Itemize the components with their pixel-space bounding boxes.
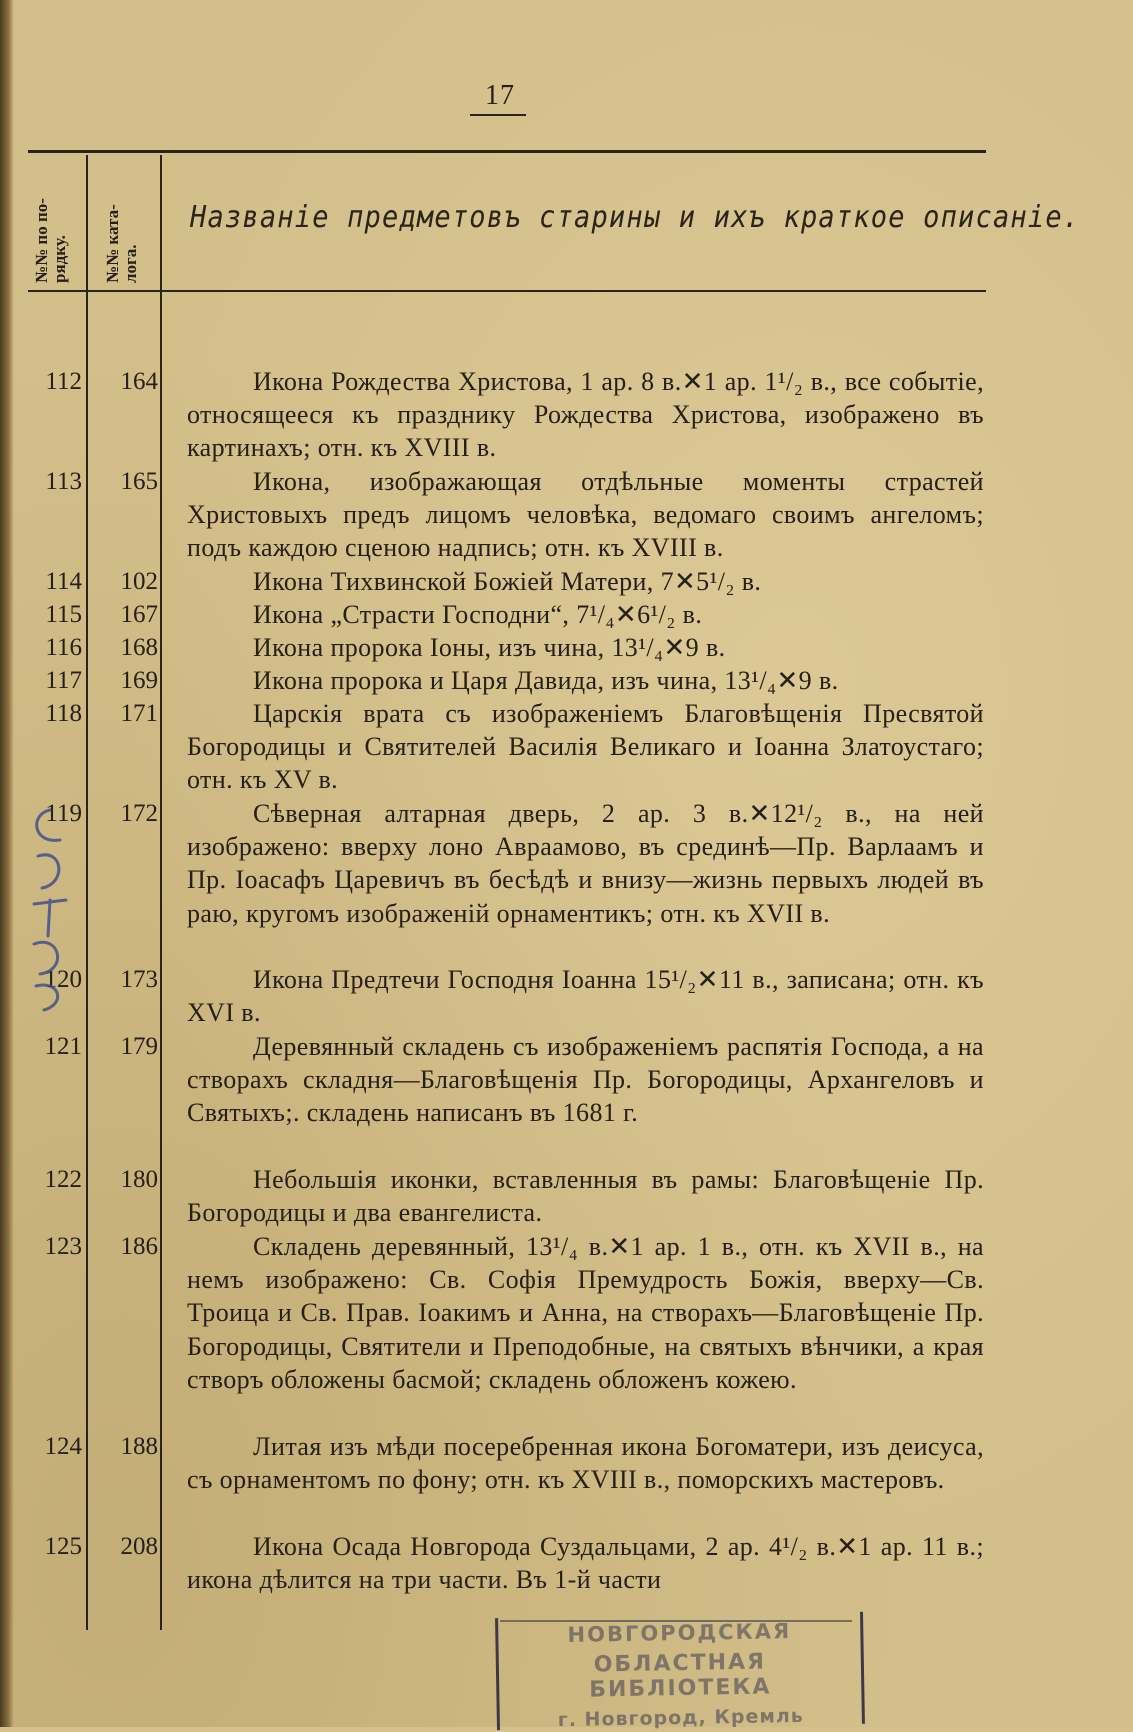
row-serial-number: 116 xyxy=(45,634,82,661)
row-catalog-number: 164 xyxy=(120,368,158,395)
row-description: Икона, изображающая отдѣльные моменты страстей Христовыхъ предъ лицомъ человѣка, ведомаго своимъ ангеломъ; подъ каждою сценою надпись; отн. къ XVIII в. xyxy=(187,467,984,563)
row-description: Икона пророка Іоны, изъ чина, 13¹/₄✕9 в. xyxy=(253,633,726,662)
stamp-line-3: г. Новгород, Кремль xyxy=(557,1704,805,1732)
row-description: Икона Осада Новгорода Суздальцами, 2 ар. 4¹/₂ в.✕1 ар. 11 в.; икона дѣлится на три части. Въ 1-й части xyxy=(187,1532,984,1595)
row-serial-number: 112 xyxy=(45,368,82,395)
row-catalog-number: 208 xyxy=(120,1533,158,1560)
column-header-catalog-line1: №№ ката- xyxy=(103,204,122,283)
row-serial-number: 113 xyxy=(45,468,82,495)
row-description: Икона „Страсти Господни“, 7¹/₄✕6¹/₂ в. xyxy=(253,600,703,629)
row-description: Литая изъ мѣди посеребренная икона Богоматери, изъ деисуса, съ орнаментомъ по фону; отн. къ XVIII в., поморскихъ мастеровъ. xyxy=(187,1432,984,1495)
row-description: Икона пророка и Царя Давида, изъ чина, 13¹/₄✕9 в. xyxy=(253,666,839,695)
table-header-title: Названіе предметовъ старины и ихъ краткое описаніе. xyxy=(190,200,1081,235)
row-serial-number: 122 xyxy=(44,1166,82,1193)
row-serial-number: 120 xyxy=(44,966,82,993)
library-stamp xyxy=(495,1612,865,1730)
row-serial-number: 124 xyxy=(44,1433,82,1460)
row-catalog-number: 171 xyxy=(120,700,158,727)
row-serial-number: 114 xyxy=(45,568,82,595)
row-catalog-number: 179 xyxy=(120,1033,158,1060)
row-catalog-number: 186 xyxy=(120,1233,158,1260)
column-header-catalog xyxy=(104,204,140,283)
row-serial-number: 123 xyxy=(44,1233,82,1260)
column-header-catalog-line2: лога. xyxy=(121,244,140,283)
row-catalog-number: 167 xyxy=(120,601,158,628)
row-catalog-number: 172 xyxy=(120,800,158,827)
header-top-rule xyxy=(28,150,986,153)
row-description: Икона Тихвинской Божіей Матери, 7✕5¹/₂ в. xyxy=(253,567,762,596)
page-number: 17 xyxy=(485,80,515,111)
row-description: Складень деревянный, 13¹/₄ в.✕1 ар. 1 в., отн. къ XVII в., на немъ изображено: Св. Софія Премудрость Божія, вверху—Св. Троица и Св. Прав. Іоакимъ и Анна, на створахъ—Благовѣщеніе Пр. Богородицы, Святители и Преподобные, на святыхъ вѣнчики, а края створъ обложены басмой; складень обложенъ кожею. xyxy=(187,1232,984,1394)
stamp-line-2: ОБЛАСТНАЯ БИБЛІОТЕКА xyxy=(589,1649,772,1703)
stamp-line-1: НОВГОРОДСКАЯ xyxy=(567,1619,792,1647)
column-header-serial-line2: рядку. xyxy=(50,235,69,283)
row-description: Икона Предтечи Господня Іоанна 15¹/₂✕11 в., записана; отн. къ XVI в. xyxy=(187,965,984,1028)
row-serial-number: 115 xyxy=(45,601,82,628)
row-description: Небольшія иконки, вставленныя въ рамы: Благовѣщеніе Пр. Богородицы и два евангелиста. xyxy=(187,1165,984,1228)
handwritten-inventory-mark xyxy=(20,804,80,1014)
row-serial-number: 125 xyxy=(44,1533,82,1560)
row-description: Деревянный складень съ изображеніемъ распятія Господа, а на створахъ складня—Благовѣщенія Пр. Богородицы, Архангеловъ и Святыхъ;. складень написанъ въ 1681 г. xyxy=(187,1032,984,1128)
row-catalog-number: 188 xyxy=(120,1433,158,1460)
row-catalog-number: 102 xyxy=(120,568,158,595)
page-binding-edge xyxy=(0,0,14,1727)
column-header-serial xyxy=(33,198,69,283)
row-catalog-number: 169 xyxy=(120,667,158,694)
column-divider-1 xyxy=(86,155,88,1630)
column-header-serial-line1: №№ по по- xyxy=(32,198,51,283)
row-catalog-number: 168 xyxy=(120,634,158,661)
row-catalog-number: 173 xyxy=(120,966,158,993)
column-divider-2 xyxy=(160,155,162,1630)
row-description: Сѣверная алтарная дверь, 2 ар. 3 в.✕12¹/₂ в., на ней изображено: вверху лоно Авраамово, въ срединѣ—Пр. Варлаамъ и Пр. Іоасафъ Царевичъ въ бесѣдѣ и внизу—жизнь первыхъ людей въ раю, кругомъ изображеній орнаментикъ; отн. къ XVII в. xyxy=(187,799,984,928)
row-serial-number: 118 xyxy=(45,700,82,727)
row-serial-number: 121 xyxy=(44,1033,82,1060)
row-serial-number: 117 xyxy=(45,667,82,694)
row-serial-number: 119 xyxy=(45,800,82,827)
row-catalog-number: 180 xyxy=(120,1166,158,1193)
row-description: Икона Рождества Христова, 1 ар. 8 в.✕1 ар. 1¹/₂ в., все событіе, относящееся къ празднику Рождества Христова, изображено въ картинахъ; отн. къ XVIII в. xyxy=(187,367,984,463)
page-number-underline xyxy=(470,114,526,116)
row-description: Царскія врата съ изображеніемъ Благовѣщенія Пресвятой Богородицы и Святителей Василія Великаго и Іоанна Златоустаго; отн. къ XV в. xyxy=(187,699,984,795)
header-bottom-rule xyxy=(28,290,986,292)
row-catalog-number: 165 xyxy=(120,468,158,495)
